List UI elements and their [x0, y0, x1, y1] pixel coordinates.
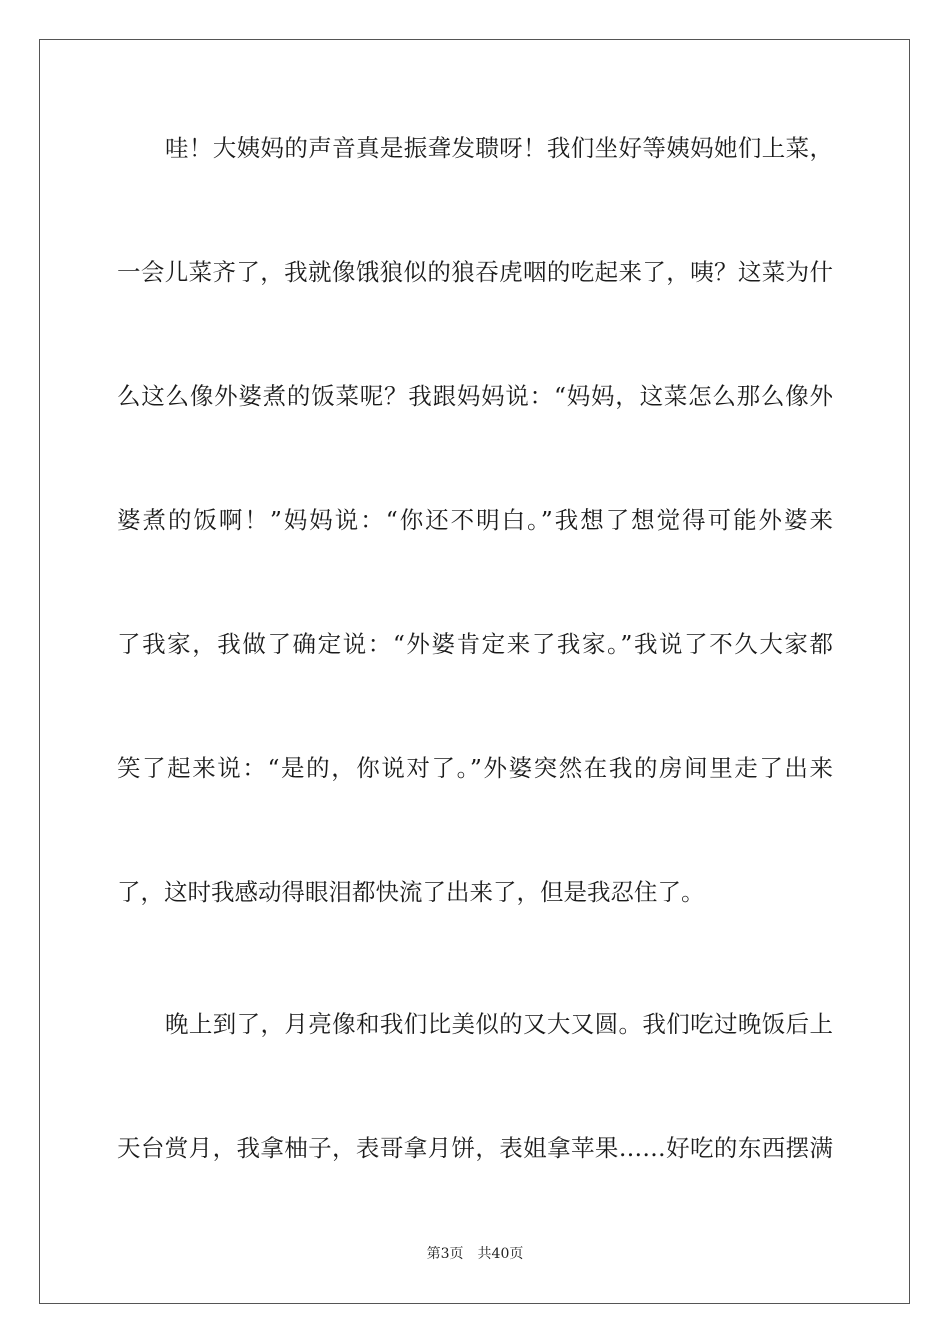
paragraph-1-line-5: 了我家，我做了确定说：“外婆肯定来了我家。”我说了不久大家都 — [117, 630, 833, 658]
current-page-number: 第3页 — [426, 1246, 464, 1262]
paragraph-1-line-4: 婆煮的饭啊！”妈妈说：“你还不明白。”我想了想觉得可能外婆来 — [117, 506, 833, 534]
paragraph-2-line-1: 晚上到了，月亮像和我们比美似的又大又圆。我们吃过晚饭后上 — [165, 1010, 833, 1038]
total-pages: 共40页 — [477, 1246, 524, 1262]
page-border — [39, 39, 910, 1304]
paragraph-2-line-2: 天台赏月，我拿柚子，表哥拿月饼，表姐拿苹果……好吃的东西摆满 — [117, 1134, 833, 1162]
paragraph-1-line-2: 一会儿菜齐了，我就像饿狼似的狼吞虎咽的吃起来了，咦？这菜为什 — [117, 258, 833, 286]
page-footer — [0, 1244, 950, 1264]
paragraph-1-line-7: 了，这时我感动得眼泪都快流了出来了，但是我忍住了。 — [117, 878, 705, 906]
paragraph-1-line-6: 笑了起来说：“是的，你说对了。”外婆突然在我的房间里走了出来 — [117, 754, 833, 782]
paragraph-1-line-3: 么这么像外婆煮的饭菜呢？我跟妈妈说：“妈妈，这菜怎么那么像外 — [117, 382, 833, 410]
paragraph-1-line-1: 哇！大姨妈的声音真是振聋发聩呀！我们坐好等姨妈她们上菜， — [165, 134, 833, 162]
